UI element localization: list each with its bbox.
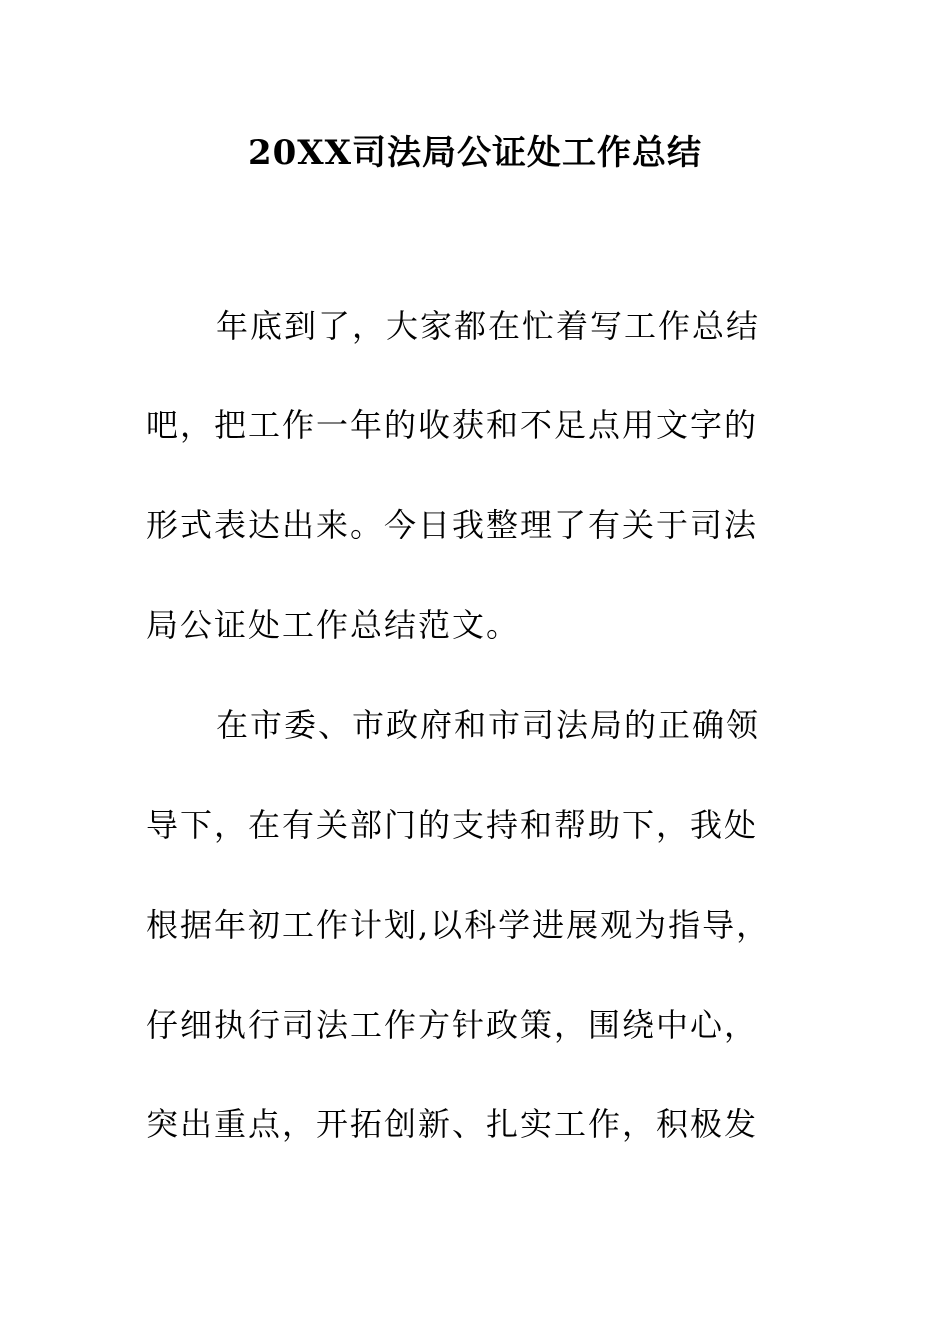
paragraph-2-line-3: 根据年初工作计划,以科学进展观为指导， (146, 906, 771, 944)
paragraph-2-line-1: 在市委、市政府和市司法局的正确领 (216, 706, 761, 744)
paragraph-2-line-2: 导下，在有关部门的支持和帮助下，我处 (146, 806, 759, 844)
paragraph-1-line-4: 局公证处工作总结范文。 (146, 606, 521, 644)
paragraph-2-line-5: 突出重点，开拓创新、扎实工作，积极发 (146, 1105, 759, 1143)
paragraph-1-line-3: 形式表达出来。今日我整理了有关于司法 (146, 506, 759, 544)
document-title: 20XX司法局公证处工作总结 (247, 133, 703, 173)
paragraph-1-line-1: 年底到了，大家都在忙着写工作总结 (216, 307, 761, 345)
paragraph-2-line-4: 仔细执行司法工作方针政策，围绕中心， (146, 1006, 759, 1044)
paragraph-1-line-2: 吧，把工作一年的收获和不足点用文字的 (146, 406, 759, 444)
